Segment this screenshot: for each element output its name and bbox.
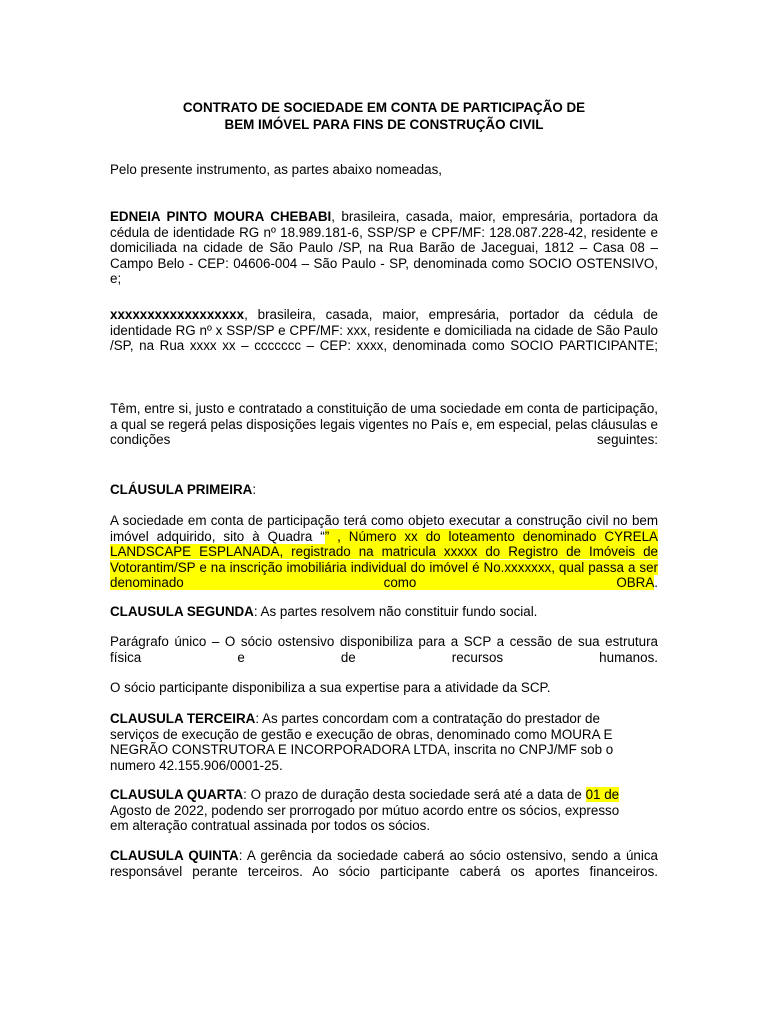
participant-note: O sócio participante disponibiliza a sua expertise para a atividade da SCP.: [110, 680, 551, 695]
clause-1-highlighted-text: ” , Número xx do loteamento denominado CYRELA LANDSCAPE ESPLANADA, registrado na matricula xxxxx do Registro de Imóveis de Votorantim/SP e na inscrição imobiliária individual do imóvel é No.xxxxxxx, qual passa a ser denominado como OBRA: [110, 528, 658, 591]
clause-1-paragraph: [110, 513, 658, 607]
intro-paragraph: Pelo presente instrumento, as partes abaixo nomeadas,: [110, 162, 442, 177]
clause-3-line-1: : As partes concordam com a contratação do prestador de: [255, 711, 600, 726]
clause-2-text: : As partes resolvem não constituir fundo social.: [253, 604, 538, 619]
paragraph-unico: Parágrafo único – O sócio ostensivo disponibiliza para a SCP a cessão de sua estrutura física e de recursos humanos.: [110, 634, 658, 665]
clause-4-highlighted-date: 01 de: [585, 787, 620, 802]
party-2-paragraph: [110, 307, 658, 369]
clause-5-text: : A gerência da sociedade caberá ao sócio ostensivo, sendo a única responsável perante terceiros. Ao sócio participante caberá os aportes financeiros.: [110, 848, 658, 879]
clause-5-paragraph: [110, 848, 658, 895]
clause-3-paragraph: [110, 711, 658, 773]
title-line-1: CONTRATO DE SOCIEDADE EM CONTA DE PARTICIPAÇÃO DE: [182, 100, 586, 115]
party-2-details: , brasileira, casada, maior, empresária, portador da cédula de identidade RG nº x SSP/SP e CPF/MF: xxx, residente e domiciliada na cidade de São Paulo /SP, na Rua xxxx xx – ccccccc – CEP: xxxx, denominada como SOCIO PARTICIPANTE;: [110, 307, 658, 354]
party-1-name: EDNEIA PINTO MOURA CHEBABI: [110, 209, 332, 224]
clause-2-paragraph: [110, 604, 658, 620]
clause-1-text: A sociedade em conta de participação terá como objeto executar a construção civil no bem imóvel adquirido, sito à Quadra “: [110, 513, 658, 544]
party-1-details: , brasileira, casada, maior, empresária, portadora da cédula de identidade RG nº 18.989.181-6, SSP/SP e CPF/MF: 128.087.228-42, residente e domiciliada na cidade de São Paulo /SP, na Rua Barão de Jaceguai, 1812 – Casa 08 – Campo Belo - CEP: 04606-004 – São Paulo - SP, denominada como SOCIO OSTENSIVO, e;: [110, 209, 658, 287]
clause-1-colon: :: [252, 482, 257, 497]
clause-1-heading-line: [110, 482, 658, 498]
clause-3-line-4: numero 42.155.906/0001-25.: [110, 757, 283, 773]
title-line-2: BEM IMÓVEL PARA FINS DE CONSTRUÇÃO CIVIL: [224, 117, 544, 132]
clause-4-heading: CLAUSULA QUARTA: [110, 787, 244, 802]
clause-4-line-2: Agosto de 2022, podendo ser prorrogado por mútuo acordo entre os sócios, expresso: [110, 802, 620, 818]
document-title: [110, 99, 658, 133]
clause-4-line-3: em alteração contratual assinada por todos os sócios.: [110, 818, 431, 834]
clause-1-text-end: .: [654, 575, 658, 591]
party-2-name: xxxxxxxxxxxxxxxxxx: [110, 307, 245, 322]
clause-4-paragraph: [110, 787, 658, 834]
clause-2-heading: CLAUSULA SEGUNDA: [110, 604, 254, 619]
preamble-paragraph: Têm, entre si, justo e contratado a constituição de uma sociedade em conta de participação, a qual se regerá pelas disposições legais vigentes no País e, em especial, pelas cláusulas e condições seguintes:: [110, 401, 658, 448]
clause-3-line-2: serviços de execução de gestão e execução de obras, denominado como MOURA E: [110, 726, 613, 742]
clause-1-heading: CLÁUSULA PRIMEIRA: [110, 482, 253, 497]
clause-5-heading: CLAUSULA QUINTA: [110, 848, 239, 863]
clause-3-line-3: NEGRÃO CONSTRUTORA E INCORPORADORA LTDA, inscrita no CNPJ/MF sob o: [110, 742, 614, 758]
party-1-paragraph: [110, 209, 658, 303]
clause-3-heading: CLAUSULA TERCEIRA: [110, 711, 256, 726]
clause-4-line-1: : O prazo de duração desta sociedade será até a data de: [243, 787, 586, 802]
